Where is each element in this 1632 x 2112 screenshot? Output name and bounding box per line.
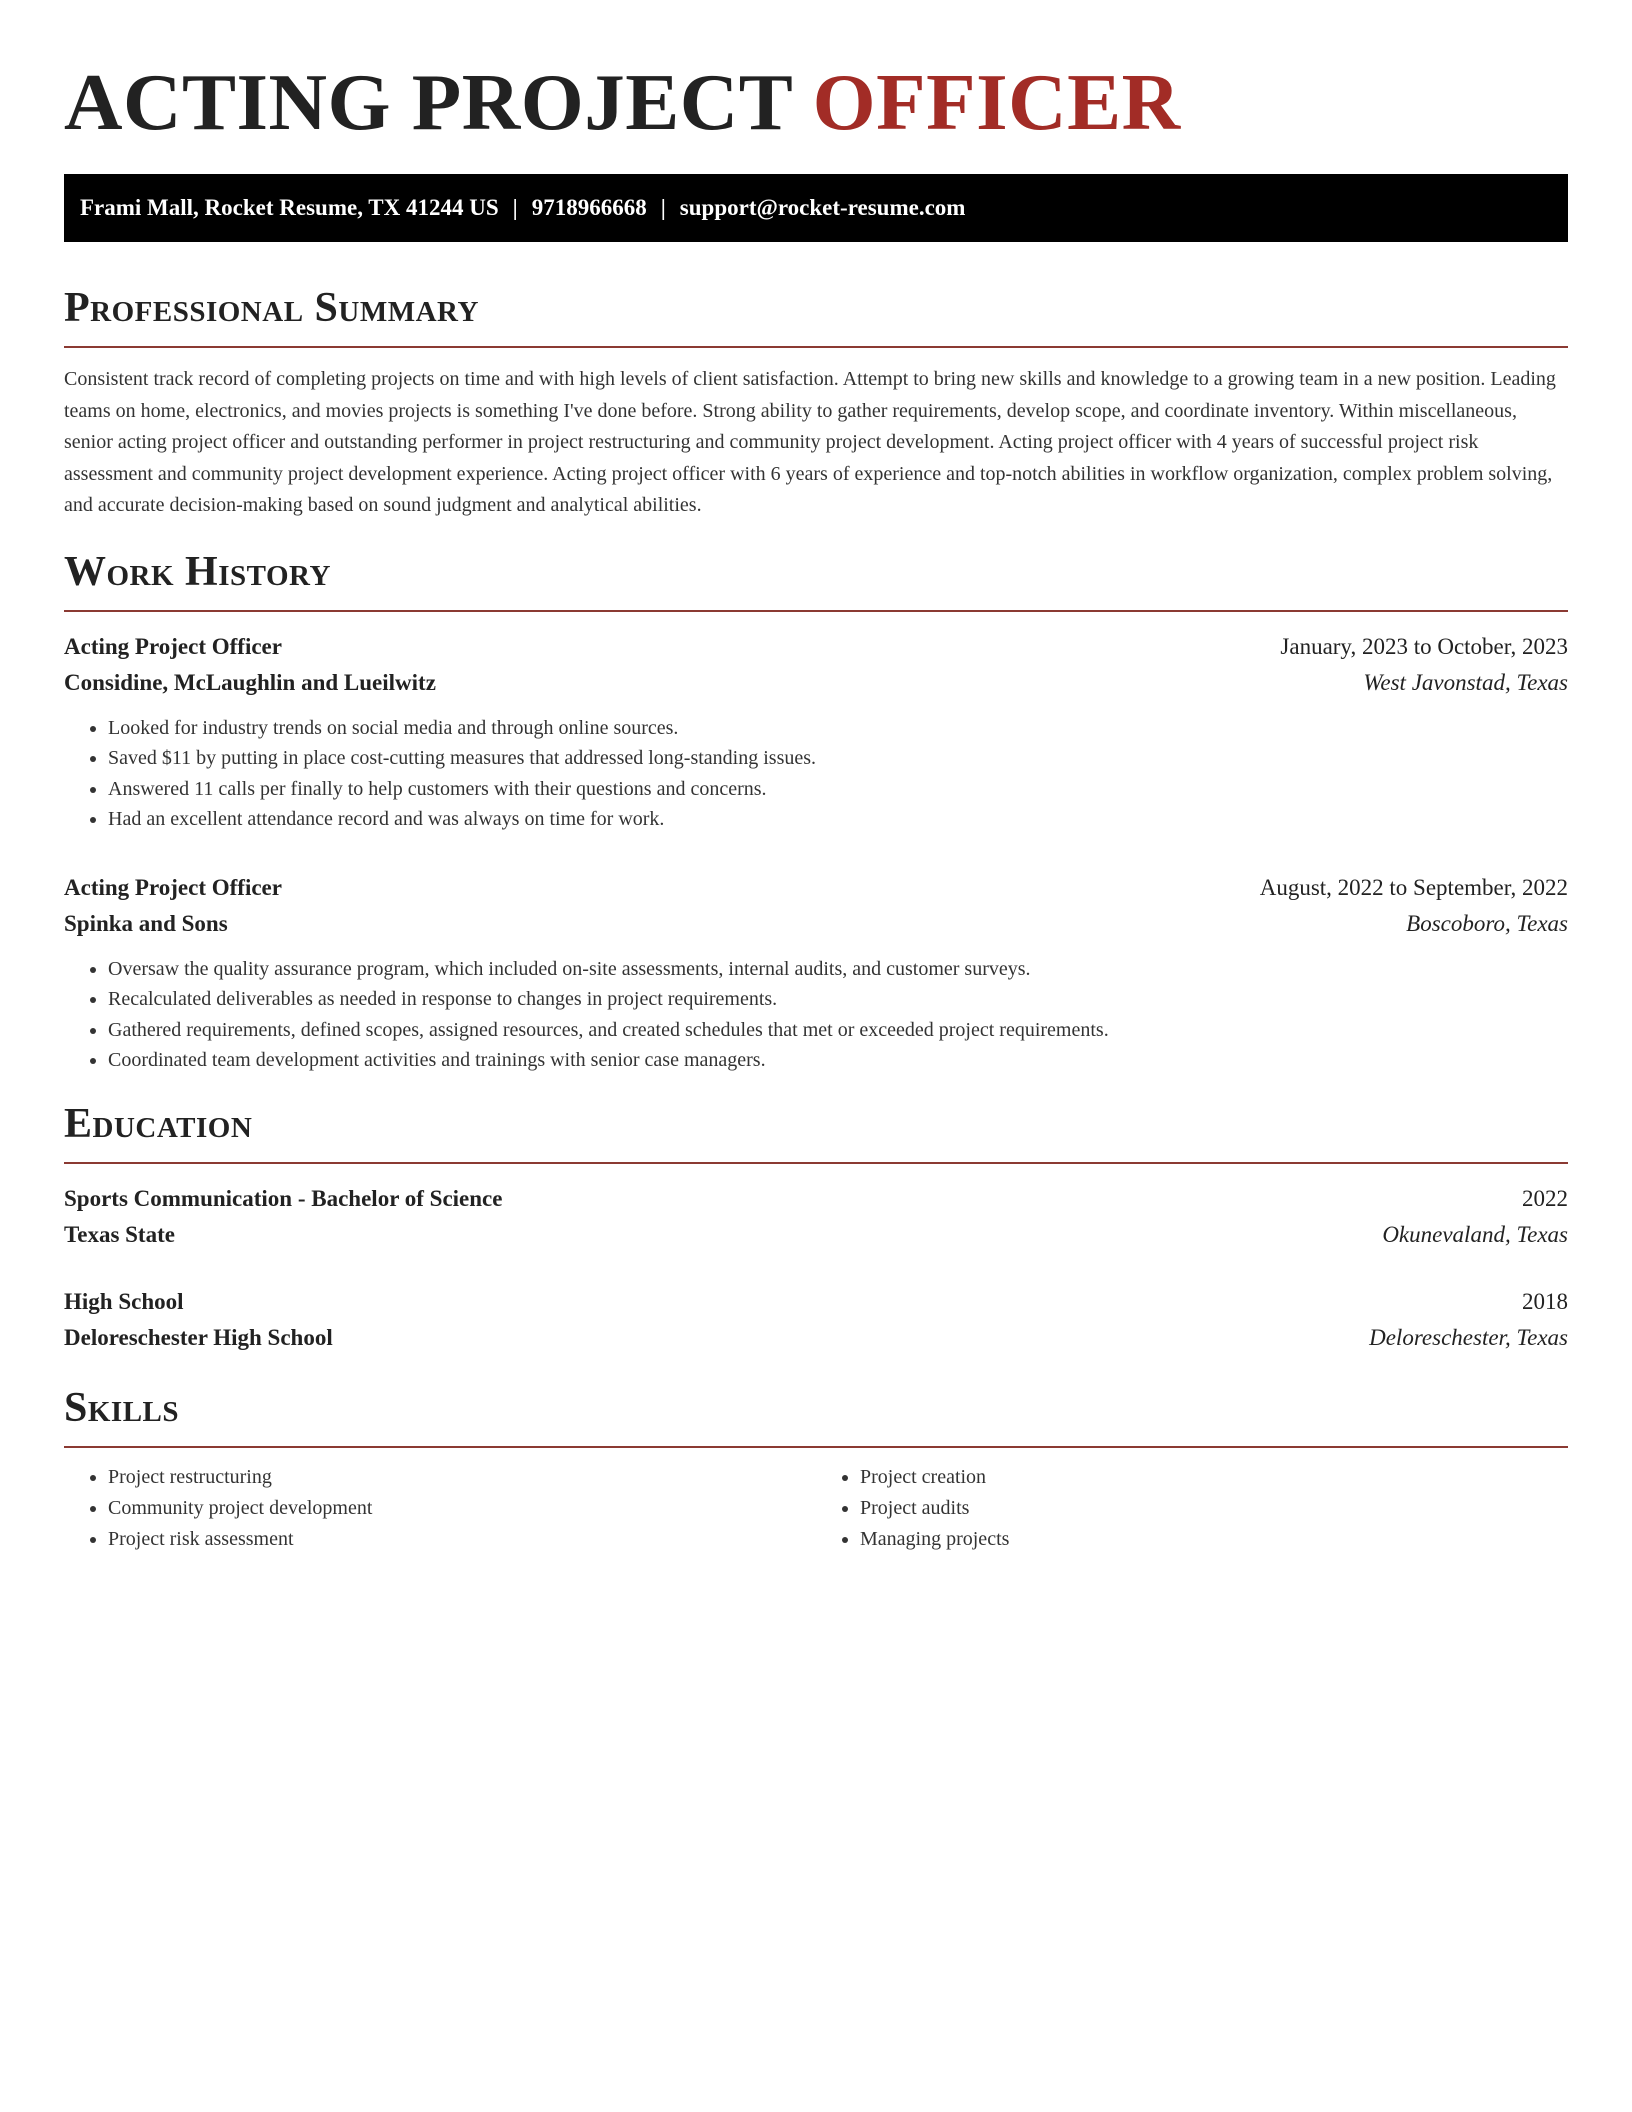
contact-address: Frami Mall, Rocket Resume, TX 41244 US	[80, 195, 499, 220]
job-dates: January, 2023 to October, 2023	[1280, 633, 1568, 659]
section-divider	[64, 346, 1568, 348]
job-location: Boscoboro, Texas	[1406, 910, 1568, 936]
section-title-education: Education	[64, 1100, 253, 1147]
job-entry	[64, 629, 1568, 835]
section-divider	[64, 1162, 1568, 1164]
list-item: • Coordinated team development activities and trainings with senior case managers.	[108, 1045, 1568, 1076]
job-company: Spinka and Sons	[64, 910, 228, 936]
education-school-row	[64, 1217, 1568, 1253]
summary-section	[64, 282, 1568, 522]
skills-column-right	[816, 1462, 1568, 1555]
contact-email[interactable]: support@rocket-resume.com	[679, 195, 966, 220]
job-entry	[64, 870, 1568, 1076]
section-title-summary: Professional Summary	[64, 285, 479, 331]
education-entry	[64, 1284, 1568, 1356]
job-header-row	[64, 870, 1568, 906]
skills-grid	[64, 1462, 1568, 1555]
skills-column-left	[64, 1462, 816, 1555]
work-history-section	[64, 546, 1568, 1076]
education-degree: High School	[64, 1288, 184, 1314]
name-accent: OFFICER	[812, 57, 1181, 147]
education-location: Deloreschester, Texas	[1369, 1324, 1568, 1350]
job-bullets	[64, 713, 1568, 835]
skill-item: • Project audits	[860, 1493, 1568, 1524]
skill-item: • Project restructuring	[108, 1462, 816, 1493]
job-bullets	[64, 954, 1568, 1076]
name-primary: ACTING PROJECT	[64, 57, 792, 147]
skill-item: • Project risk assessment	[108, 1524, 816, 1555]
job-dates: August, 2022 to September, 2022	[1259, 874, 1568, 900]
education-year: 2018	[1522, 1288, 1568, 1314]
job-company-row	[64, 906, 1568, 942]
education-degree: Sports Communication - Bachelor of Science	[64, 1185, 503, 1211]
list-item: • Gathered requirements, defined scopes, assigned resources, and created schedules that met or exceeded project requirements.	[108, 1015, 1568, 1046]
resume-name	[64, 0, 1568, 152]
education-location: Okunevaland, Texas	[1382, 1221, 1568, 1247]
contact-bar	[64, 174, 1568, 242]
education-year: 2022	[1522, 1185, 1568, 1211]
education-school-row	[64, 1320, 1568, 1356]
education-header-row	[64, 1181, 1568, 1217]
list-item: • Looked for industry trends on social media and through online sources.	[108, 713, 1568, 744]
job-location: West Javonstad, Texas	[1363, 669, 1568, 695]
list-item: • Answered 11 calls per finally to help customers with their questions and concerns.	[108, 774, 1568, 805]
contact-phone: 9718966668	[531, 195, 647, 220]
list-item: • Recalculated deliverables as needed in response to changes in project requirements.	[108, 984, 1568, 1015]
education-school: Texas State	[64, 1221, 175, 1247]
education-school: Deloreschester High School	[64, 1324, 333, 1350]
list-item: • Had an excellent attendance record and was always on time for work.	[108, 804, 1568, 835]
list-item: • Oversaw the quality assurance program, which included on-site assessments, internal audits, and customer surveys.	[108, 954, 1568, 985]
section-title-skills: Skills	[64, 1384, 180, 1431]
skill-item: • Project creation	[860, 1462, 1568, 1493]
job-company: Considine, McLaughlin and Lueilwitz	[64, 669, 436, 695]
section-divider	[64, 610, 1568, 612]
skills-section	[64, 1382, 1568, 1555]
education-entry	[64, 1181, 1568, 1253]
education-header-row	[64, 1284, 1568, 1320]
education-section	[64, 1098, 1568, 1356]
job-role: Acting Project Officer	[64, 874, 282, 900]
list-item: • Saved $11 by putting in place cost-cutting measures that addressed long-standing issues.	[108, 743, 1568, 774]
job-company-row	[64, 665, 1568, 701]
section-title-work-history: Work History	[64, 548, 331, 595]
section-divider	[64, 1446, 1568, 1448]
skill-item: • Managing projects	[860, 1524, 1568, 1555]
contact-separator: |	[512, 195, 518, 220]
contact-separator: |	[660, 195, 666, 220]
job-header-row	[64, 629, 1568, 665]
summary-text: Consistent track record of completing projects on time and with high levels of client satisfaction. Attempt to bring new skills and knowledge to a growing team in a new position. Leading teams on home, electronics, and movies projects is something I've done before. Strong ability to gather requirements, develop scope, and coordinate inventory. Within miscellaneous, senior acting project officer and outstanding performer in project restructuring and community project development. Acting project officer with 4 years of successful project risk assessment and community project development experience. Acting project officer with 6 years of experience and top-notch abilities in workflow organization, complex problem solving, and accurate decision-making based on sound judgment and analytical abilities.	[64, 368, 1556, 516]
skill-item: • Community project development	[108, 1493, 816, 1524]
job-role: Acting Project Officer	[64, 633, 282, 659]
